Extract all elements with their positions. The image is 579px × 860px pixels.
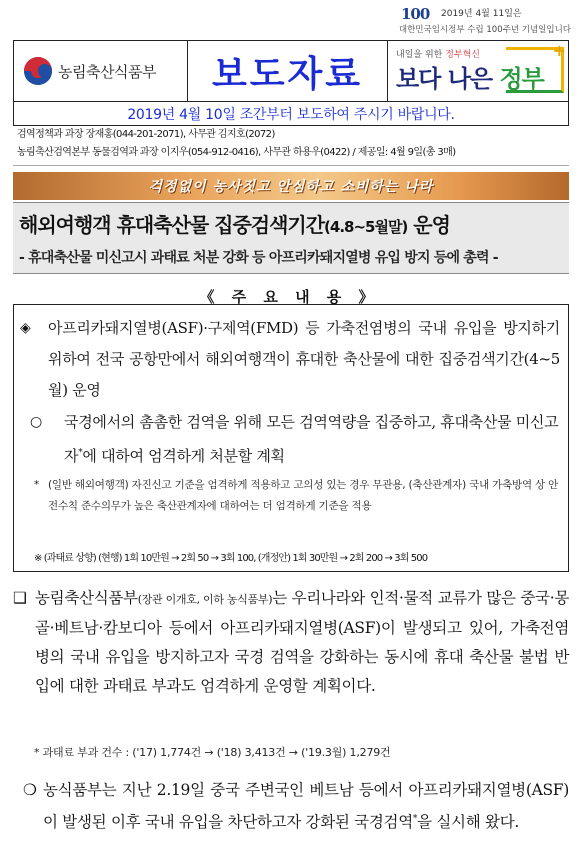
summary-bullet-1-text: 아프리카돼지열병(ASF)·구제역(FMD) 등 가축전염병의 국내 유입을 방지하기 위하여 전국 공항만에서 해외여행객이 휴대한 축산물에 대한 집중검색기간(4~5월) 운영 [48, 319, 560, 399]
body-paragraph-2 [13, 776, 569, 837]
gov-slogan-small: 내일을 위한 정부혁신 [396, 50, 480, 60]
plus-icon: + [552, 41, 566, 60]
minister-note: (장관 이개호, 이하 농식품부) [137, 593, 273, 606]
anniversary-text: 대한민국임시정부 수립 100주년 기념일입니다 [398, 25, 571, 35]
press-release-title [188, 41, 388, 101]
body-paragraph-2-text: 농식품부는 지난 2.19일 중국 주변국인 베트남 등에서 아프리카돼지열병(ASF)이 발생된 이후 국내 유입을 차단하고자 강화된 국경검역*을 실시해 왔다. [43, 781, 569, 832]
summary-footnote-text: (일반 해외여행객) 자진신고 기준을 엄격하게 적용하고 고의성 있는 경우 무관용, (축산관계자) 국내 가축방역 상 안전수칙 준수의무가 높은 축산관계자에 대하여는 더 엄격하게 기준을 적용 [48, 479, 559, 512]
summary-bullet-2 [20, 407, 560, 472]
summary-footnote [34, 475, 564, 517]
square-bullet-icon: ❑ [13, 589, 27, 607]
summary-box [13, 304, 569, 572]
ministry-logo [14, 41, 188, 101]
contact-info [13, 126, 569, 166]
embargo-notice: 2019년 4월 10일 조간부터 보도하여 주시기 바랍니다. [13, 102, 569, 126]
body-paragraph-1-text: 농림축산식품부(장관 이개호, 이하 농식품부)는 우리나라와 인적·물적 교류가 많은 중국·몽골·베트남·캄보디아 등에서 아프리카돼지열병(ASF)이 발생되고 있어, 가축전염병의 국내 유입을 방지하고자 국경 검역을 강화하는 동시에 휴대 축산물 불법 반입에 대한 과태료 부과도 엄격하게 운영할 계획이다. [35, 589, 569, 695]
press-header [13, 40, 569, 102]
circle-bullet-icon: ○ [30, 414, 42, 430]
circle-bullet-icon: ❍ [23, 781, 37, 799]
body-paragraph-1 [13, 584, 569, 701]
summary-bullet-1 [20, 313, 560, 406]
ministry-name: 농림축산식품부 [58, 62, 156, 81]
gov-slogan-jeongbu: 정부 [499, 65, 544, 93]
summary-bullet-2-text: 국경에서의 촘촘한 검역을 위해 모든 검역역량을 집중하고, 휴대축산물 미신고자*에 대하여 엄격하게 처분할 계획 [64, 413, 559, 465]
anniversary-badge [398, 3, 571, 39]
contact-line-2: 농림축산검역본부 동물검역과 과장 이지우(054-912-0416), 사무관 하용우(0422) / 제공일: 4월 9일(총 3매) [17, 147, 456, 158]
government-innovation-logo [388, 41, 568, 101]
contact-line-1: 검역정책과 과장 장재홍(044-201-2071), 사무관 김지호(2072) [17, 129, 275, 140]
summary-title: 《 주 요 내 용 》 [199, 288, 380, 306]
penalty-count-note: * 과태료 부과 건수 : ('17) 1,774건 → ('18) 3,413건 → ('19.3월) 1,279건 [34, 746, 391, 759]
taegeuk-emblem-icon [24, 57, 52, 85]
footnote-star: * [34, 479, 40, 491]
press-release-title-text: 보도자료 [211, 53, 364, 95]
penalty-note: ※ (과태료 상향) (현행) 1회 10만원 → 2회 50 → 3회 100, (개정안) 1회 30만원 → 2회 200 → 3회 500 [34, 553, 428, 564]
anniversary-date: 2019년 4월 11일은 [441, 9, 522, 19]
headline-box [13, 202, 569, 274]
headline: 해외여행객 휴대축산물 집중검색기간(4.8~5월말) 운영 [19, 213, 450, 237]
gov-slogan-accent: 정부혁신 [445, 50, 480, 60]
headline-period: (4.8~5월말) [324, 218, 408, 236]
subheadline: - 휴대축산물 미신고시 과태료 처분 강화 등 아프리카돼지열병 유입 방지 등에 총력 - [19, 250, 498, 266]
diamond-bullet-icon: ◈ [20, 320, 31, 336]
anniversary-logo: 100 [401, 5, 430, 23]
gov-slogan-big: 보다 나은 정부 [396, 65, 544, 93]
slogan-banner: 걱정없이 농사짓고 안심하고 소비하는 나라 [13, 172, 569, 200]
